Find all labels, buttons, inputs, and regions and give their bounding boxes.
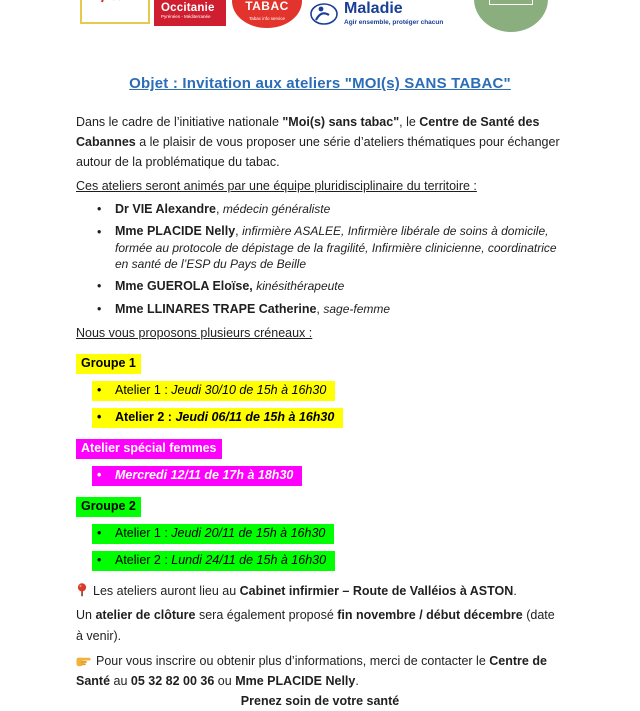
- member-role: infirmière ASALEE, Infirmière libérale de soins à domicile, formée au protocole de dépistage de la fragilité, Infirmière clinicienne, coordinatrice en santé de l’ESP du Pays de Beille: [115, 224, 557, 271]
- green-badge-logo: [474, 0, 548, 32]
- member-name: Mme LLINARES TRAPE Catherine: [115, 301, 317, 316]
- team-member-item: • Mme LLINARES TRAPE Catherine, sage-femme: [97, 300, 564, 319]
- member-role: kinésithérapeute: [256, 278, 345, 293]
- logo-strip: [76, 0, 564, 32]
- bullet-icon: •: [97, 278, 102, 293]
- mois-sans-tabac-logo: [232, 0, 302, 28]
- member-role: sage-femme: [323, 301, 391, 316]
- assurance-maladie-logo: [308, 1, 478, 31]
- occitanie-region-logo: [154, 0, 226, 26]
- group2-label: Groupe 2: [76, 497, 564, 517]
- bullet-icon: •: [97, 225, 102, 239]
- tabac-logo-subtitle: Tabac info service: [248, 16, 286, 21]
- workshop-item: • Mercredi 12/11 de 17h à 18h30: [92, 466, 564, 486]
- document-title: [76, 74, 564, 94]
- footer-message: Prenez soin de votre santé: [240, 693, 400, 708]
- partner-logo: [80, 0, 150, 24]
- member-name: Dr VIE Alexandre: [115, 202, 216, 216]
- pointing-hand-icon: [76, 655, 91, 667]
- occitanie-name: Occitanie: [161, 1, 215, 14]
- team-member-item: [97, 277, 564, 296]
- workshop-item: • Atelier 1 : Jeudi 30/10 de 15h à 16h30: [92, 381, 564, 401]
- member-name: Mme PLACIDE Nelly: [115, 224, 236, 238]
- red-script-icon: [98, 0, 132, 4]
- bullet-icon: •: [97, 382, 102, 397]
- bullet-icon: •: [97, 409, 102, 424]
- workshop-item: • Atelier 2 : Lundi 24/11 de 15h à 16h30: [92, 551, 564, 571]
- intro-paragraph: Dans le cadre de l’initiative nationale "Moi(s) sans tabac", le Centre de Santé des Cabannes a le plaisir de vous proposer une série d’ateliers thématiques pour échanger autour de la problématique du tabac.: [76, 115, 560, 169]
- location-line: Les ateliers auront lieu au Cabinet infirmier – Route de Valléios à ASTON.: [76, 581, 564, 602]
- occitanie-subtitle: Pyrénées - Méditerranée: [161, 13, 211, 19]
- bullet-icon: •: [97, 467, 102, 482]
- team-member-item: • Mme PLACIDE Nelly, infirmière ASALEE, Infirmière libérale de soins à domicile, formée au protocole de dépistage de la fragilité, Infirmière clinicienne, coordinatrice en santé de l’ESP du Pays de Beille: [97, 224, 557, 271]
- person-figure-icon: [310, 2, 338, 26]
- team-member-item: • Dr VIE Alexandre, médecin généraliste: [97, 200, 564, 219]
- bullet-icon: •: [97, 525, 102, 540]
- assurance-maladie-tagline: Agir ensemble, protéger chacun: [344, 19, 444, 26]
- workshop-item: • Atelier 1 : Jeudi 20/11 de 15h à 16h30: [92, 524, 564, 544]
- document-title-text: Objet : Invitation aux ateliers "MOI(s) SANS TABAC": [129, 75, 511, 92]
- badge-label-box: [489, 0, 533, 5]
- team-heading: Ces ateliers seront animés par une équipe pluridisciplinaire du territoire :: [76, 179, 477, 193]
- bullet-icon: •: [97, 202, 102, 216]
- location-pin-icon: [76, 583, 88, 597]
- assurance-maladie-title: Maladie: [344, 0, 403, 17]
- bullet-icon: •: [97, 301, 102, 316]
- member-role: médecin généraliste: [222, 202, 331, 216]
- slots-heading: Nous vous proposons plusieurs créneaux :: [76, 325, 313, 340]
- group1-label: Groupe 1: [76, 354, 564, 374]
- member-name: Mme GUEROLA Eloïse,: [115, 278, 253, 293]
- bullet-icon: •: [97, 552, 102, 567]
- special-workshop-label: Atelier spécial femmes: [76, 439, 564, 459]
- tabac-logo-title: TABAC: [245, 0, 289, 13]
- closure-line: Un atelier de clôture sera également proposé fin novembre / début décembre (date à venir).: [76, 607, 555, 643]
- contact-line: Pour vous inscrire ou obtenir plus d’informations, merci de contacter le Centre de Santé au 05 32 82 00 36 ou Mme PLACIDE Nelly.: [76, 653, 547, 688]
- workshop-item: • Atelier 2 : Jeudi 06/11 de 15h à 16h30: [92, 408, 564, 428]
